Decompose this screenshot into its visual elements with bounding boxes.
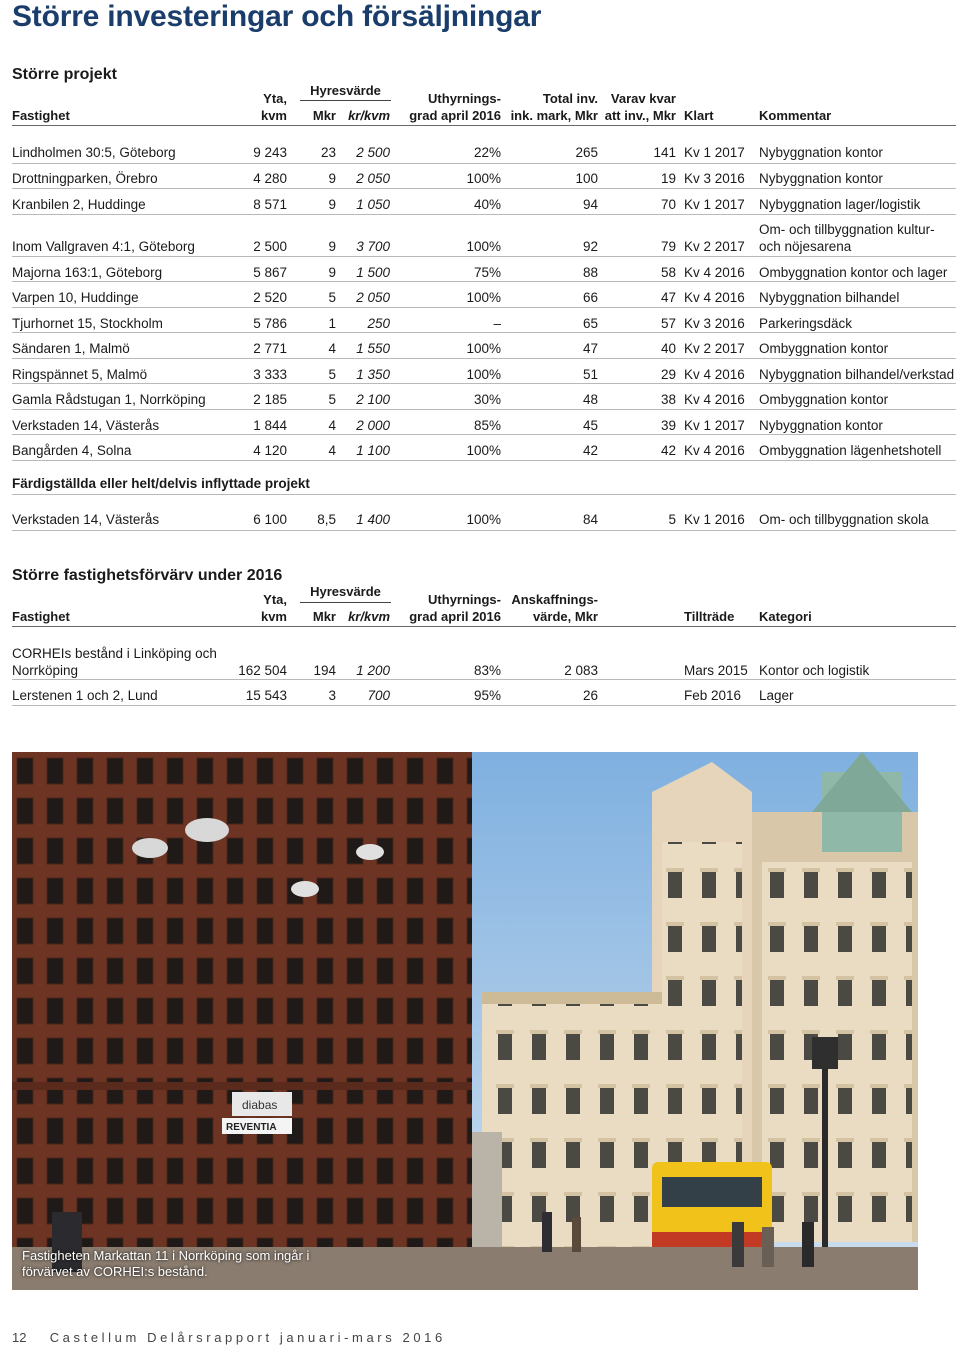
cell-yta: 2 771 (253, 341, 287, 356)
acq-header-ansk-1: Anskaffnings- (511, 592, 598, 607)
header-mkr: Mkr (312, 108, 336, 123)
cell-krkvm: 1 350 (356, 367, 390, 382)
cell-kommentar: Ombyggnation kontor (759, 392, 889, 407)
completed-title: Färdigställda eller helt/delvis inflyttade projekt (12, 476, 310, 491)
cell-fastighet: Varpen 10, Huddinge (12, 290, 139, 305)
page-number: 12 (12, 1330, 27, 1345)
cell-klart: Kv 1 2017 (684, 197, 745, 212)
cell-yta: 4 120 (253, 443, 287, 458)
cell-krkvm: 1 100 (356, 443, 390, 458)
cell-kategori: Lager (759, 688, 794, 703)
cell-mkr: 5 (328, 290, 336, 305)
cell-total: 65 (582, 316, 598, 331)
cell-kvar: 141 (653, 145, 676, 160)
cell-mkr: 5 (328, 367, 336, 382)
header-yta-1: Yta, (263, 91, 287, 106)
cell-total: 45 (582, 418, 598, 433)
cell-mkr: 8,5 (317, 512, 336, 527)
cell-kategori: Kontor och logistik (759, 663, 870, 678)
cell-kommentar: Om- och tillbyggnation skola (759, 512, 929, 527)
cell-kommentar: Parkeringsdäck (759, 316, 853, 331)
cell-yta: 5 867 (253, 265, 287, 280)
header-total-1: Total inv. (542, 91, 598, 106)
cell-kommentar: Om- och tillbyggnation kultur- (759, 222, 935, 237)
cell-yta: 6 100 (253, 512, 287, 527)
cell-kommentar: Nybyggnation kontor (759, 171, 883, 186)
cell-ansk: 26 (582, 688, 598, 703)
header-varav-1: Varav kvar (610, 91, 676, 106)
cell-kommentar: Nybyggnation kontor (759, 418, 883, 433)
cell-klart: Kv 4 2016 (684, 443, 745, 458)
header-klart: Klart (684, 108, 714, 123)
header-hyresvarde: Hyresvärde (310, 83, 381, 98)
cell-uthyr: 22% (473, 145, 501, 160)
cell-mkr: 9 (328, 265, 336, 280)
cell-mkr: 4 (328, 443, 336, 458)
cell-yta: 8 571 (253, 197, 287, 212)
cell-yta: 3 333 (253, 367, 287, 382)
cell-klart: Kv 2 2017 (684, 341, 745, 356)
cell-uthyr: 40% (473, 197, 501, 212)
cell-krkvm: 1 050 (356, 197, 390, 212)
row-divider (12, 307, 956, 308)
cell-mkr: 9 (328, 171, 336, 186)
cell-klart: Kv 1 2017 (684, 145, 745, 160)
street-photo (12, 752, 918, 1290)
cell-uthyr: 100% (466, 171, 501, 186)
cell-klart: Kv 4 2016 (684, 392, 745, 407)
completed-rule (12, 494, 956, 495)
cell-uthyr: 100% (466, 512, 501, 527)
cell-krkvm: 250 (367, 316, 390, 331)
acq-header-fastighet: Fastighet (12, 609, 70, 624)
header-uthyr-2: grad april 2016 (409, 108, 501, 123)
cell-yta: 4 280 (253, 171, 287, 186)
shop-sign-text-2: REVENTIA (226, 1122, 277, 1133)
cell-uthyr: 100% (466, 341, 501, 356)
cell-krkvm: 1 400 (356, 512, 390, 527)
cell-total: 48 (582, 392, 598, 407)
cell-krkvm: 1 550 (356, 341, 390, 356)
cell-total: 84 (582, 512, 598, 527)
row-divider (12, 256, 956, 257)
cell-fastighet: Gamla Rådstugan 1, Norrköping (12, 392, 206, 407)
cell-uthyr: 100% (466, 290, 501, 305)
cell-total: 92 (582, 239, 598, 254)
cell-klart: Kv 4 2016 (684, 265, 745, 280)
cell-kvar: 19 (660, 171, 676, 186)
cell-total: 94 (582, 197, 598, 212)
cell-yta: 2 500 (253, 239, 287, 254)
cell-total: 47 (582, 341, 598, 356)
cell-klart: Kv 1 2016 (684, 512, 745, 527)
acq-header-yta-2: kvm (260, 609, 287, 624)
cell-uthyr: 100% (466, 239, 501, 254)
projects-title: Större projekt (12, 66, 117, 83)
cell-kvar: 42 (660, 443, 676, 458)
cell-uthyr: 75% (473, 265, 501, 280)
cell-klart: Kv 4 2016 (684, 290, 745, 305)
cell-kvar: 38 (660, 392, 676, 407)
cell-fastighet: Majorna 163:1, Göteborg (12, 265, 163, 280)
cell-klart: Kv 2 2017 (684, 239, 745, 254)
cell-mkr: 4 (328, 418, 336, 433)
page-title: Större investeringar och försäljningar (12, 0, 542, 33)
cell-uthyr: 95% (473, 688, 501, 703)
row-divider (12, 358, 956, 359)
page-footer (12, 1330, 446, 1345)
cell-krkvm: 2 000 (356, 418, 390, 433)
cell-kvar: 79 (660, 239, 676, 254)
cell-fastighet: Sändaren 1, Malmö (12, 341, 130, 356)
cell-klart: Kv 1 2017 (684, 418, 745, 433)
hyresvarde-divider (300, 100, 391, 101)
footer-text: Castellum Delårsrapport januari-mars 2016 (49, 1330, 446, 1345)
cell-yta: 2 520 (253, 290, 287, 305)
cell-mkr: 194 (313, 663, 336, 678)
cell-uthyr: 83% (473, 663, 501, 678)
cell-yta: 9 243 (253, 145, 287, 160)
cell-total: 88 (582, 265, 598, 280)
cell-mkr: 1 (328, 316, 336, 331)
cell-fastighet: Kranbilen 2, Huddinge (12, 197, 146, 212)
cell-total: 265 (575, 145, 598, 160)
row-divider (12, 188, 956, 189)
row-divider (12, 409, 956, 410)
row-divider (12, 214, 956, 215)
row-divider (12, 705, 956, 706)
acq-hyresvarde-divider (300, 602, 391, 603)
cell-mkr: 23 (320, 145, 336, 160)
cell-kvar: 58 (660, 265, 676, 280)
header-total-2: ink. mark, Mkr (510, 108, 598, 123)
cell-yta: 1 844 (253, 418, 287, 433)
header-varav-2: att inv., Mkr (604, 108, 676, 123)
cell-tilltrade: Feb 2016 (684, 688, 742, 703)
cell-kommentar: Nybyggnation bilhandel (759, 290, 900, 305)
cell-uthyr: 85% (473, 418, 501, 433)
cell-total: 66 (582, 290, 598, 305)
cell-mkr: 9 (328, 239, 336, 254)
cell-mkr: 4 (328, 341, 336, 356)
row-divider (12, 163, 956, 164)
cell-kommentar: Nybyggnation kontor (759, 145, 883, 160)
cell-kvar: 47 (660, 290, 676, 305)
cell-yta: 2 185 (253, 392, 287, 407)
acq-header-uthyr-2: grad april 2016 (409, 609, 501, 624)
photo-caption: Fastigheten Markattan 11 i Norrköping som ingår i förvärvet av CORHEI:s bestånd. (22, 1248, 310, 1279)
cell-uthyr: 100% (466, 367, 501, 382)
cell-fastighet: Lerstenen 1 och 2, Lund (12, 688, 158, 703)
row-divider (12, 530, 956, 531)
cell-kommentar: Ombyggnation kontor och lager (759, 265, 948, 280)
cell-krkvm: 3 700 (356, 239, 390, 254)
cell-kommentar: Nybyggnation bilhandel/verkstad (759, 367, 955, 382)
acquisitions-title: Större fastighetsförvärv under 2016 (12, 567, 283, 584)
acq-header-ansk-2: värde, Mkr (532, 609, 598, 624)
row-divider (12, 281, 956, 282)
cell-fastighet-line2: Norrköping (12, 663, 79, 678)
row-divider (12, 383, 956, 384)
cell-krkvm: 1 500 (356, 265, 390, 280)
acq-header-rule (12, 626, 956, 627)
cell-ansk: 2 083 (564, 663, 598, 678)
cell-kommentar: Ombyggnation kontor (759, 341, 889, 356)
cell-fastighet: Tjurhornet 15, Stockholm (12, 316, 163, 331)
cell-kommentar: Nybyggnation lager/logistik (759, 197, 921, 212)
cell-kvar: 40 (660, 341, 676, 356)
acq-header-krkvm: kr/kvm (348, 609, 390, 624)
cell-kommentar: Ombyggnation lägenhetshotell (759, 443, 942, 458)
acq-header-tilltrade: Tillträde (684, 609, 735, 624)
cell-fastighet: Bangården 4, Solna (12, 443, 132, 458)
acq-header-mkr: Mkr (312, 609, 336, 624)
header-yta-2: kvm (260, 108, 287, 123)
cell-mkr: 5 (328, 392, 336, 407)
row-divider (12, 332, 956, 333)
cell-kommentar-line2: och nöjesarena (759, 239, 852, 254)
cell-mkr: 3 (328, 688, 336, 703)
cell-tilltrade: Mars 2015 (684, 663, 748, 678)
cell-krkvm: 700 (367, 688, 390, 703)
cell-fastighet: Ringspännet 5, Malmö (12, 367, 148, 382)
cell-fastighet: Verkstaden 14, Västerås (12, 418, 160, 433)
cell-kvar: 70 (660, 197, 676, 212)
cell-kvar: 5 (668, 512, 676, 527)
acq-header-yta-1: Yta, (263, 592, 287, 607)
street-photo-illustration (12, 752, 918, 1290)
header-rule (12, 125, 956, 126)
cell-krkvm: 2 050 (356, 290, 390, 305)
cell-total: 100 (575, 171, 598, 186)
cell-uthyr: – (493, 316, 501, 331)
cell-klart: Kv 3 2016 (684, 316, 745, 331)
cell-fastighet: CORHEIs bestånd i Linköping och (12, 646, 217, 661)
header-kommentar: Kommentar (759, 108, 832, 123)
cell-krkvm: 2 050 (356, 171, 390, 186)
cell-krkvm: 1 200 (356, 663, 390, 678)
cell-klart: Kv 3 2016 (684, 171, 745, 186)
shop-sign-text-1: diabas (242, 1098, 278, 1112)
row-divider (12, 460, 956, 461)
header-fastighet: Fastighet (12, 108, 70, 123)
cell-fastighet: Inom Vallgraven 4:1, Göteborg (12, 239, 195, 254)
cell-total: 42 (582, 443, 598, 458)
cell-kvar: 29 (660, 367, 676, 382)
row-divider (12, 434, 956, 435)
acq-header-kategori: Kategori (759, 609, 812, 624)
cell-yta: 5 786 (253, 316, 287, 331)
cell-fastighet: Lindholmen 30:5, Göteborg (12, 145, 176, 160)
cell-yta: 15 543 (245, 688, 287, 703)
cell-kvar: 57 (660, 316, 676, 331)
header-krkvm: kr/kvm (348, 108, 390, 123)
cell-klart: Kv 4 2016 (684, 367, 745, 382)
cell-mkr: 9 (328, 197, 336, 212)
row-divider (12, 679, 956, 680)
cell-fastighet: Drottningparken, Örebro (12, 171, 158, 186)
cell-total: 51 (582, 367, 598, 382)
acq-header-uthyr-1: Uthyrnings- (428, 592, 501, 607)
cell-krkvm: 2 500 (356, 145, 390, 160)
cell-yta: 162 504 (238, 663, 287, 678)
header-uthyr-1: Uthyrnings- (428, 91, 501, 106)
cell-uthyr: 100% (466, 443, 501, 458)
cell-fastighet: Verkstaden 14, Västerås (12, 512, 160, 527)
cell-kvar: 39 (660, 418, 676, 433)
cell-krkvm: 2 100 (356, 392, 390, 407)
acq-header-hyresvarde: Hyresvärde (310, 584, 381, 599)
cell-uthyr: 30% (473, 392, 501, 407)
